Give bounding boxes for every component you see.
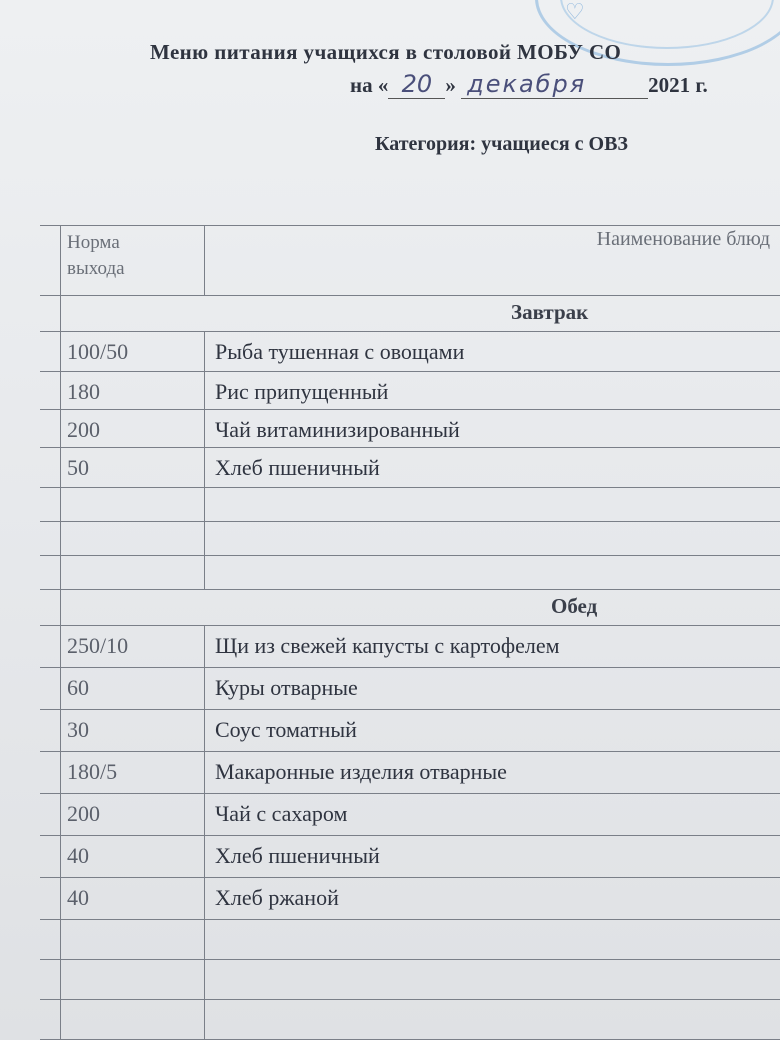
section-title-breakfast: Завтрак xyxy=(511,300,589,324)
table-row xyxy=(40,836,780,878)
dish-cell: Хлеб пшеничный xyxy=(215,455,380,480)
empty-row xyxy=(40,488,780,522)
norm-cell: 100/50 xyxy=(60,332,205,371)
date-year: 2021 г. xyxy=(648,73,708,97)
section-row-breakfast xyxy=(40,296,780,332)
empty-row xyxy=(40,556,780,590)
empty-row xyxy=(40,522,780,556)
norm-cell: 50 xyxy=(60,448,205,487)
dish-cell: Рис припущенный xyxy=(215,379,389,404)
table-row xyxy=(40,372,780,410)
table-row xyxy=(40,410,780,448)
col-norm-header xyxy=(60,226,205,295)
table-row xyxy=(40,448,780,488)
norm-cell: 40 xyxy=(60,836,205,877)
section-title-lunch: Обед xyxy=(551,594,598,618)
menu-date xyxy=(350,70,708,99)
dish-cell: Хлеб пшеничный xyxy=(215,843,380,868)
empty-row xyxy=(40,1000,780,1040)
dish-cell: Чай витаминизированный xyxy=(215,417,460,442)
norm-cell: 250/10 xyxy=(60,626,205,667)
table-row xyxy=(40,668,780,710)
norm-cell: 180/5 xyxy=(60,752,205,793)
date-day-handwritten: 20 xyxy=(388,70,445,99)
date-mid: » xyxy=(445,73,456,97)
date-month-handwritten: декабря xyxy=(461,70,648,99)
table-row xyxy=(40,878,780,920)
dish-cell: Хлеб ржаной xyxy=(215,885,339,910)
dish-cell: Макаронные изделия отварные xyxy=(215,759,507,784)
norm-cell: 180 xyxy=(60,372,205,409)
col-norm-line2: выхода xyxy=(67,258,125,279)
dish-cell: Чай с сахаром xyxy=(215,801,348,826)
table-row xyxy=(40,626,780,668)
col-name-header: Наименование блюд xyxy=(596,228,770,250)
dish-cell: Соус томатный xyxy=(215,717,357,742)
norm-cell: 200 xyxy=(60,794,205,835)
menu-category: Категория: учащиеся с ОВЗ xyxy=(375,133,628,155)
norm-cell: 30 xyxy=(60,710,205,751)
table-row xyxy=(40,710,780,752)
table-row xyxy=(40,752,780,794)
norm-cell: 200 xyxy=(60,410,205,447)
stamp-mark-icon: ♡ xyxy=(565,0,585,25)
empty-row xyxy=(40,920,780,960)
col-norm-line1: Норма xyxy=(67,232,120,253)
section-row-lunch xyxy=(40,590,780,626)
menu-table xyxy=(40,225,780,1040)
dish-cell: Куры отварные xyxy=(215,675,358,700)
dish-cell: Щи из свежей капусты с картофелем xyxy=(215,633,560,658)
table-header-row xyxy=(40,226,780,296)
table-row xyxy=(40,332,780,372)
empty-row xyxy=(40,960,780,1000)
table-row xyxy=(40,794,780,836)
norm-cell: 40 xyxy=(60,878,205,919)
dish-cell: Рыба тушенная с овощами xyxy=(215,339,465,364)
norm-cell: 60 xyxy=(60,668,205,709)
menu-title: Меню питания учащихся в столовой МОБУ СО xyxy=(150,40,622,64)
date-prefix: на « xyxy=(350,73,389,97)
